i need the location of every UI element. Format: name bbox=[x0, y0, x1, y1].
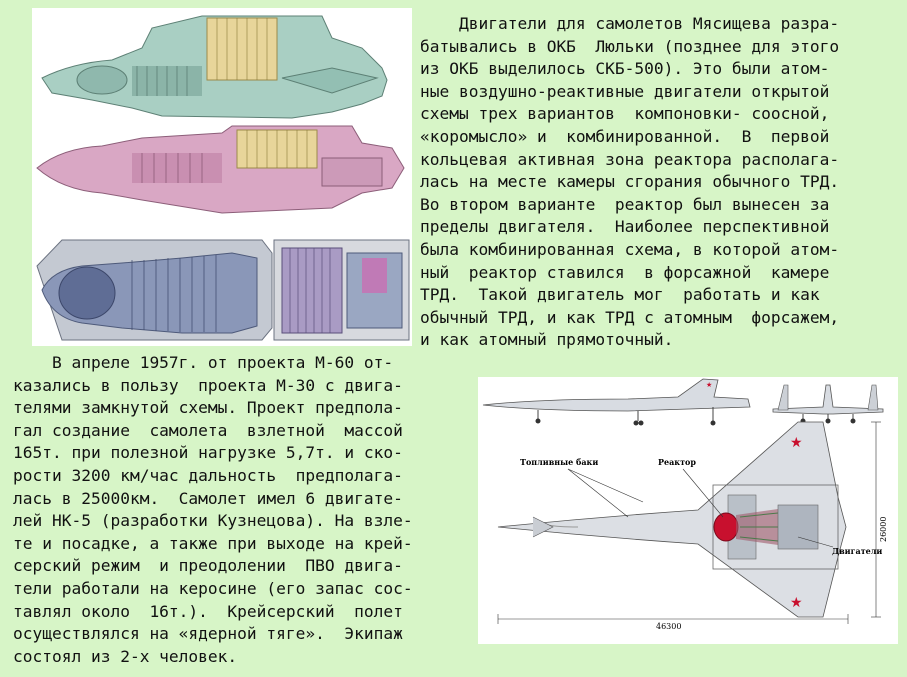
aircraft-side-view bbox=[483, 379, 750, 426]
text-line: ные воздушно-реактивные двигатели открытой bbox=[420, 81, 830, 101]
text-line: «коромысло» и комбинированной. В первой bbox=[420, 126, 830, 146]
label-engines: Двигатели bbox=[832, 546, 883, 556]
dimension-length: 46300 bbox=[656, 622, 682, 631]
text-line: серский режим и преодолении ПВО двига- bbox=[13, 556, 403, 576]
aircraft-schematic bbox=[478, 377, 898, 644]
svg-text:★: ★ bbox=[790, 595, 803, 611]
svg-text:★: ★ bbox=[790, 435, 803, 451]
text-block-m30-project bbox=[13, 352, 413, 668]
engine-rocker bbox=[37, 126, 404, 213]
text-line: тавлял около 16т.). Крейсерский полет bbox=[13, 601, 403, 621]
text-line: те и посадке, а также при выходе на крей- bbox=[13, 533, 413, 553]
text-line: рости 3200 км/час дальность предполага- bbox=[13, 465, 403, 485]
text-line: лей НК-5 (разработки Кузнецова). На взле- bbox=[13, 511, 413, 531]
text-line: была комбинированная схема, в которой атом- bbox=[420, 239, 840, 259]
text-line: из ОКБ выделилось СКБ-500). Это были атом- bbox=[420, 59, 830, 79]
text-line: и как атомный прямоточный. bbox=[420, 330, 674, 350]
text-block-engines bbox=[420, 13, 839, 352]
text-line: пределы двигателя. Наиболее перспективной bbox=[420, 217, 830, 237]
text-line: обычный ТРД, и как ТРД с атомным форсажем, bbox=[420, 307, 840, 327]
label-fuel-tanks: Топливные баки bbox=[520, 457, 599, 467]
engine-coaxial bbox=[42, 16, 387, 118]
text-line: состоял из 2-х человек. bbox=[13, 646, 238, 666]
text-line: ТРД. Такой двигатель мог работать и как bbox=[420, 285, 820, 305]
text-line: Во втором варианте реактор был вынесен за bbox=[420, 194, 830, 214]
aircraft-diagram bbox=[478, 377, 898, 644]
text-line: В апреле 1957г. от проекта М-60 от- bbox=[13, 353, 394, 372]
text-line: схемы трех вариантов компоновки- соосной, bbox=[420, 104, 830, 124]
label-reactor: Реактор bbox=[658, 457, 696, 467]
text-line: тели работали на керосине (его запас сос- bbox=[13, 578, 413, 598]
text-line: Двигатели для самолетов Мясищева разра- bbox=[420, 14, 840, 33]
text-line: казались в пользу проекта М-30 с двига- bbox=[13, 375, 403, 395]
svg-text:★: ★ bbox=[706, 381, 713, 389]
text-line: лась на месте камеры сгорания обычного ТРД. bbox=[420, 172, 840, 192]
text-line: батывались в ОКБ Люльки (позднее для этого bbox=[420, 36, 840, 56]
engine-illustrations bbox=[32, 8, 412, 346]
text-line: гал создание самолета взлетной массой bbox=[13, 420, 403, 440]
text-line: лась в 25000км. Самолет имел 6 двигате- bbox=[13, 488, 403, 508]
text-line: телями замкнутой схемы. Проект предпола- bbox=[13, 398, 403, 418]
text-line: ный реактор ставился в форсажной камере bbox=[420, 262, 830, 282]
text-line: кольцевая активная зона реактора располага- bbox=[420, 149, 840, 169]
aircraft-front-view bbox=[773, 385, 883, 424]
dimension-width: 26000 bbox=[879, 516, 888, 542]
text-line: осуществлялся на «ядерной тяге». Экипаж bbox=[13, 624, 403, 644]
engine-cutaway-drawing bbox=[32, 8, 412, 346]
engine-combined bbox=[37, 240, 409, 340]
text-line: 165т. при полезной нагрузке 5,7т. и ско- bbox=[13, 443, 403, 463]
aircraft-top-view bbox=[498, 422, 846, 617]
